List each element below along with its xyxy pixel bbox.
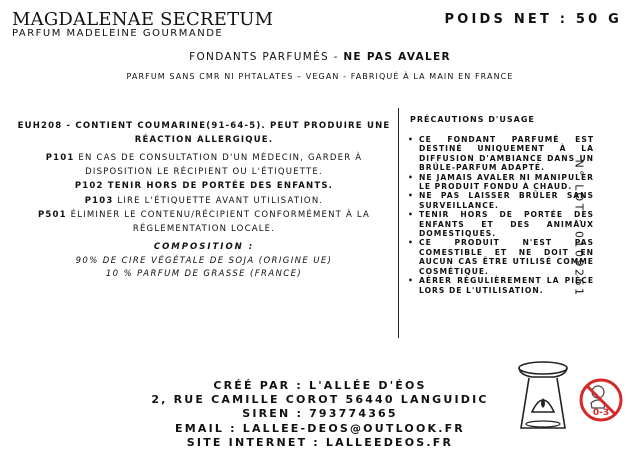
- p501-text: ÉLIMINER LE CONTENU/RÉCIPIENT CONFORMÉMENT À LA RÉGLEMENTATION LOCALE.: [70, 210, 371, 234]
- p101-statement: [14, 152, 394, 179]
- precautions-list: [408, 135, 594, 295]
- p501-statement: [14, 209, 394, 236]
- precaution-item: • NE PAS LAISSER BRÛLER SANS SURVEILLANCE.: [408, 191, 594, 210]
- footer-siren: SIREN : 793774365: [242, 407, 398, 421]
- p103-statement: [14, 195, 394, 209]
- precaution-item: • AÉRER RÉGULIÈREMENT LA PIÈCE LORS DE L'UTILISATION.: [408, 276, 594, 295]
- product-title: MAGDALENAE SECRETUM: [12, 9, 274, 30]
- p103-text: LIRE L'ÉTIQUETTE AVANT UTILISATION.: [117, 195, 324, 206]
- warning-line: [0, 51, 640, 63]
- footer-email: EMAIL : LALLEE-DEOS@OUTLOOK.FR: [175, 421, 465, 435]
- wax-burner-icon: [512, 358, 574, 436]
- precaution-item: • CE PRODUIT N'EST PAS COMESTIBLE ET NE DOIT EN AUCUN CAS ÊTRE UTILISÉ COMME COSMÉTIQUE.: [408, 238, 594, 276]
- warning-emphasis: NE PAS AVALER: [343, 51, 451, 63]
- p103-code: P103: [84, 195, 114, 206]
- composition-title: COMPOSITION :: [153, 242, 255, 252]
- product-subtitle: PARFUM MADELEINE GOURMANDE: [12, 28, 224, 39]
- p101-code: P101: [45, 153, 75, 163]
- p501-code: P501: [37, 210, 67, 220]
- warning-prefix: FONDANTS PARFUMÉS -: [189, 51, 339, 63]
- age-label: 0-3: [592, 408, 610, 418]
- footer-created-by: CRÉÉ PAR : L'ALLÉE D'ÉOS: [213, 379, 427, 392]
- p102-statement: P102 TENIR HORS DE PORTÉE DES ENFANTS.: [74, 181, 334, 191]
- precaution-item: • TENIR HORS DE PORTÉE DES ENFANTS ET DES ANIMAUX DOMESTIQUES.: [408, 210, 594, 239]
- precautions-title: PRÉCAUTIONS D'USAGE: [410, 115, 535, 124]
- precaution-item: • CE FONDANT PARFUMÉ EST DESTINÉ UNIQUEMENT À LA DIFFUSION D'AMBIANCE DANS UN BRÛLE-PARFUM ADAPTÉ.: [408, 135, 594, 173]
- perfume-info: PARFUM SANS CMR NI PHTALATES – VEGAN - FABRIQUÉ À LA MAIN EN FRANCE: [126, 72, 514, 81]
- euh208-statement: EUH208 - CONTIENT COUMARINE(91-64-5). PEUT PRODUIRE UNE RÉACTION ALLERGIQUE.: [17, 121, 391, 145]
- hazard-block: [14, 120, 394, 282]
- footer-website: SITE INTERNET : LALLEEDEOS.FR: [186, 435, 454, 449]
- lot-number: N° LOT : 0109261: [572, 159, 586, 298]
- p101-text: EN CAS DE CONSULTATION D'UN MÉDECIN, GARDER À DISPOSITION LE RÉCIPIENT OU L'ÉTIQUETTE.: [78, 153, 363, 177]
- precaution-item: • NE JAMAIS AVALER NI MANIPULER LE PRODUIT FONDU À CHAUD.: [408, 172, 594, 192]
- composition-line-1: 90% DE CIRE VÉGÉTALE DE SOJA (ORIGINE UE): [75, 255, 333, 266]
- net-weight: POIDS NET : 50 G: [444, 12, 622, 27]
- footer-address: 2, RUE CAMILLE COROT 56440 LANGUIDIC: [151, 393, 489, 407]
- no-children-icon: [578, 377, 624, 423]
- composition-line-2: 10 % PARFUM DE GRASSE (FRANCE): [105, 269, 303, 279]
- column-divider: [398, 108, 399, 338]
